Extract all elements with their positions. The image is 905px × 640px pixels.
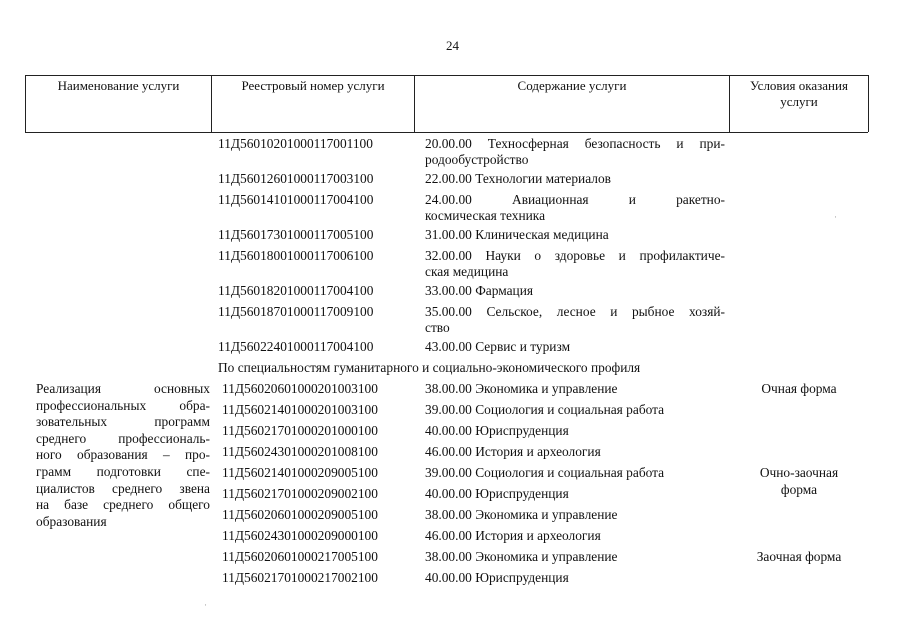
registry-number: 11Д56021701000209002100 [222, 486, 378, 501]
header-service-content: Содержание услуги [517, 78, 627, 93]
service-content: 22.00.00 Технологии материалов [425, 171, 611, 186]
registry-number: 11Д56012601000117003100 [218, 171, 374, 186]
service-name-line: среднего профессиональ- [36, 430, 210, 446]
header-conditions-line1: Условия оказания [750, 78, 848, 93]
registry-number: 11Д56021401000201003100 [222, 402, 378, 417]
header-bottom-border [25, 132, 868, 133]
service-content-cont: ство [425, 320, 450, 335]
service-content: 38.00.00 Экономика и управление [425, 507, 618, 522]
registry-number: 11Д56018201000117004100 [218, 283, 374, 298]
header-service-name: Наименование услуги [57, 78, 180, 93]
condition-full-time: Очная форма [761, 381, 837, 396]
service-content: 38.00.00 Экономика и управление [425, 549, 618, 564]
condition-correspondence: Заочная форма [756, 549, 842, 564]
service-content: 38.00.00 Экономика и управление [425, 381, 618, 396]
service-name-line: профессиональных обра- [36, 397, 210, 413]
registry-number: 11Д56022401000117004100 [218, 339, 374, 354]
registry-number: 11Д56020601000201003100 [222, 381, 378, 396]
service-content-cont: родообустройство [425, 152, 529, 167]
registry-number: 11Д56024301000201008100 [222, 444, 378, 459]
service-name-line: Реализация основных [36, 381, 210, 396]
service-content: 40.00.00 Юриспруденция [425, 423, 569, 438]
registry-number: 11Д56014101000117004100 [218, 192, 374, 207]
header-top-border [25, 75, 868, 76]
scan-speck: · [204, 600, 207, 610]
service-content: 39.00.00 Социология и социальная работа [425, 402, 665, 417]
service-name-line: циалистов среднего звена [36, 480, 210, 496]
service-content-cont: космическая техника [425, 208, 546, 223]
service-name-line: зовательных программ [36, 414, 210, 430]
service-content: 40.00.00 Юриспруденция [425, 570, 569, 585]
service-content: 40.00.00 Юриспруденция [425, 486, 569, 501]
service-content: 46.00.00 История и археология [425, 528, 601, 543]
header-conditions-line2: услуги [780, 94, 818, 109]
scan-speck: · [834, 212, 837, 222]
registry-number: 11Д56020601000209005100 [222, 507, 378, 522]
registry-number: 11Д56021701000217002100 [222, 570, 378, 585]
service-name-line: образования [36, 513, 107, 529]
service-name-line: ного образования – про- [36, 447, 210, 463]
service-name-line: грамм подготовки спе- [36, 463, 210, 479]
registry-number: 11Д56021701000201000100 [222, 423, 378, 438]
header-border-right [868, 75, 869, 132]
condition-part-time: Очно-заочная [759, 465, 839, 480]
registry-number: 11Д56018701000117009100 [218, 304, 374, 319]
header-registry-number: Реестровый номер услуги [241, 78, 385, 93]
registry-number: 11Д56017301000117005100 [218, 227, 374, 242]
section-heading: По специальностям гуманитарного и социально-экономического профиля [218, 360, 641, 375]
condition-part-time-cont: форма [780, 482, 818, 497]
registry-number: 11Д56021401000209005100 [222, 465, 378, 480]
service-content: 46.00.00 История и археология [425, 444, 601, 459]
page-number: 24 [446, 38, 459, 53]
registry-number: 11Д56020601000217005100 [222, 549, 378, 564]
registry-number: 11Д56024301000209000100 [222, 528, 378, 543]
service-content: 39.00.00 Социология и социальная работа [425, 465, 665, 480]
service-content: 32.00.00 Науки о здоровье и профилактиче- [425, 248, 725, 263]
registry-number: 11Д56010201000117001100 [218, 136, 373, 151]
service-name [36, 381, 210, 530]
service-content-cont: ская медицина [425, 264, 509, 279]
service-name-line: на базе среднего общего [36, 497, 210, 513]
service-content: 31.00.00 Клиническая медицина [425, 227, 609, 242]
service-content: 43.00.00 Сервис и туризм [425, 339, 571, 354]
service-content: 20.00.00 Техносферная безопасность и при- [425, 136, 725, 151]
registry-number: 11Д56018001000117006100 [218, 248, 374, 263]
service-content: 24.00.00 Авиационная и ракетно- [425, 192, 725, 207]
service-content: 33.00.00 Фармация [425, 283, 534, 298]
service-content: 35.00.00 Сельское, лесное и рыбное хозяй- [425, 304, 725, 319]
